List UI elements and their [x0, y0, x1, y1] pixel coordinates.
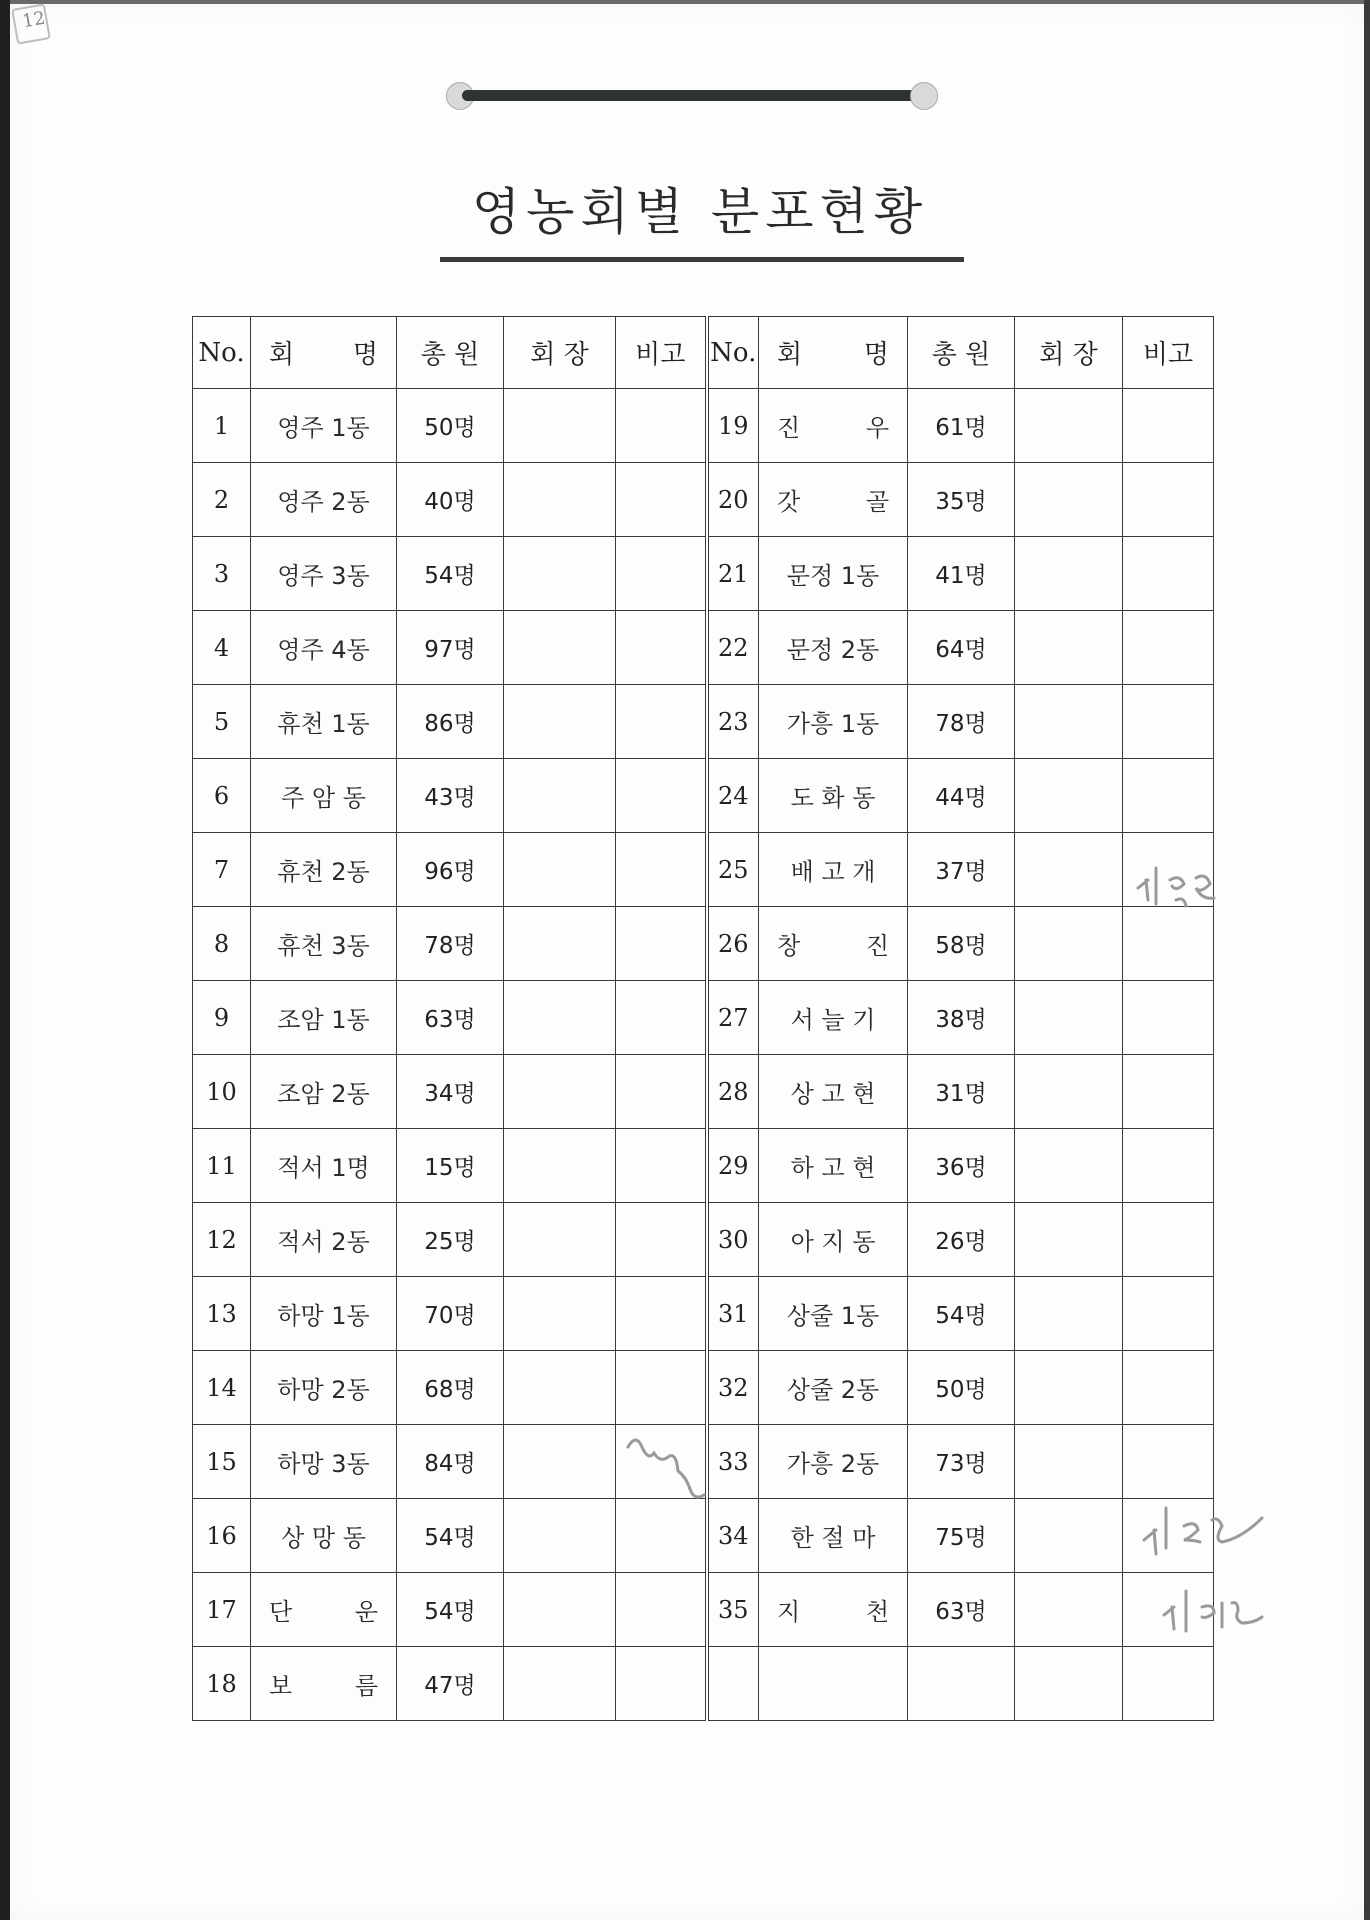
- cell-chief: [504, 907, 616, 981]
- title-underline: [440, 257, 964, 262]
- cell-no: 8: [193, 907, 251, 981]
- cell-remarks: [616, 463, 707, 537]
- name-part: 회: [269, 340, 295, 370]
- scan-edge-right: [1364, 0, 1370, 1920]
- binder-string: [462, 90, 922, 101]
- cell-total: 54명: [908, 1277, 1015, 1351]
- cell-total: 78명: [908, 685, 1015, 759]
- cell-total: 61명: [908, 389, 1015, 463]
- header-remarks: 비고: [616, 317, 707, 389]
- cell-remarks: [616, 1351, 707, 1425]
- cell-chief: [1015, 1647, 1123, 1721]
- cell-total: 84명: [397, 1425, 504, 1499]
- cell-name: [759, 389, 908, 463]
- cell-total: 68명: [397, 1351, 504, 1425]
- cell-remarks: [616, 537, 707, 611]
- cell-no: 29: [707, 1129, 759, 1203]
- cell-chief: [1015, 1425, 1123, 1499]
- name-part: 회: [777, 340, 803, 370]
- cell-total: 50명: [397, 389, 504, 463]
- document-title: 영농회별 분포현황: [471, 183, 929, 241]
- cell-total: 47명: [397, 1647, 504, 1721]
- cell-remarks: [1123, 1499, 1214, 1573]
- cell-total: 75명: [908, 1499, 1015, 1573]
- cell-remarks: [616, 1499, 707, 1573]
- cell-remarks: [616, 685, 707, 759]
- cell-name: 가흥 2동: [759, 1425, 908, 1499]
- cell-no: 22: [707, 611, 759, 685]
- cell-remarks: [616, 1573, 707, 1647]
- cell-chief: [504, 981, 616, 1055]
- cell-no: 7: [193, 833, 251, 907]
- cell-name: 조암 1동: [251, 981, 397, 1055]
- header-chief: 회 장: [1015, 317, 1123, 389]
- cell-name: 적서 2동: [251, 1203, 397, 1277]
- cell-no: 28: [707, 1055, 759, 1129]
- cell-remarks: [1123, 1351, 1214, 1425]
- cell-no: 23: [707, 685, 759, 759]
- cell-remarks: [1123, 1055, 1214, 1129]
- cell-total: 63명: [397, 981, 504, 1055]
- cell-chief: [504, 759, 616, 833]
- cell-total: 97명: [397, 611, 504, 685]
- cell-total: 58명: [908, 907, 1015, 981]
- cell-remarks: [1123, 537, 1214, 611]
- cell-total: 70명: [397, 1277, 504, 1351]
- table-row: [193, 611, 1214, 685]
- distribution-table: [192, 316, 1214, 1721]
- cell-name-text: [759, 408, 907, 443]
- cell-remarks: [616, 833, 707, 907]
- table-row: [193, 685, 1214, 759]
- cell-no: 31: [707, 1277, 759, 1351]
- cell-chief: [1015, 1277, 1123, 1351]
- cell-total: 41명: [908, 537, 1015, 611]
- cell-name: 하망 3동: [251, 1425, 397, 1499]
- header-name: [759, 317, 908, 389]
- cell-name: 휴천 2동: [251, 833, 397, 907]
- cell-no: 21: [707, 537, 759, 611]
- cell-no: 17: [193, 1573, 251, 1647]
- cell-no: 5: [193, 685, 251, 759]
- cell-no: 19: [707, 389, 759, 463]
- cell-chief: [504, 389, 616, 463]
- name-part: 명: [863, 340, 889, 370]
- table-header-row: [193, 317, 1214, 389]
- cell-total: 43명: [397, 759, 504, 833]
- table-row: [193, 1203, 1214, 1277]
- cell-no: [707, 1647, 759, 1721]
- cell-no: 13: [193, 1277, 251, 1351]
- cell-name: 문정 2동: [759, 611, 908, 685]
- cell-remarks: [616, 1055, 707, 1129]
- cell-no: 18: [193, 1647, 251, 1721]
- cell-no: 33: [707, 1425, 759, 1499]
- cell-total: 44명: [908, 759, 1015, 833]
- cell-no: 32: [707, 1351, 759, 1425]
- cell-name-text: [759, 482, 907, 517]
- cell-chief: [504, 1203, 616, 1277]
- cell-no: 14: [193, 1351, 251, 1425]
- cell-total: 31명: [908, 1055, 1015, 1129]
- cell-no: 35: [707, 1573, 759, 1647]
- cell-remarks: [1123, 1647, 1214, 1721]
- name-part: 지: [777, 1598, 801, 1626]
- table-row: [193, 1499, 1214, 1573]
- cell-remarks: [1123, 463, 1214, 537]
- name-part: 운: [354, 1598, 378, 1626]
- cell-total: 73명: [908, 1425, 1015, 1499]
- cell-total: 64명: [908, 611, 1015, 685]
- name-part: 름: [354, 1672, 378, 1700]
- name-part: 우: [865, 414, 889, 442]
- corner-page-number: 12: [20, 7, 47, 33]
- cell-remarks: [616, 981, 707, 1055]
- cell-name: 휴천 1동: [251, 685, 397, 759]
- cell-total: 35명: [908, 463, 1015, 537]
- cell-total: [908, 1647, 1015, 1721]
- cell-name: 영주 1동: [251, 389, 397, 463]
- cell-no: 25: [707, 833, 759, 907]
- cell-chief: [504, 833, 616, 907]
- cell-total: 15명: [397, 1129, 504, 1203]
- cell-name: 하망 2동: [251, 1351, 397, 1425]
- cell-chief: [1015, 907, 1123, 981]
- cell-total: 34명: [397, 1055, 504, 1129]
- cell-remarks: [1123, 1425, 1214, 1499]
- cell-chief: [1015, 389, 1123, 463]
- table-row: [193, 1277, 1214, 1351]
- cell-no: 20: [707, 463, 759, 537]
- cell-name: 적서 1명: [251, 1129, 397, 1203]
- header-chief: 회 장: [504, 317, 616, 389]
- header-name-text: [251, 334, 396, 371]
- cell-total: 86명: [397, 685, 504, 759]
- cell-remarks: [1123, 1203, 1214, 1277]
- header-total: 총 원: [397, 317, 504, 389]
- cell-remarks: [616, 389, 707, 463]
- cell-total: 38명: [908, 981, 1015, 1055]
- cell-remarks: [616, 611, 707, 685]
- name-part: 갓: [777, 488, 801, 516]
- cell-no: 12: [193, 1203, 251, 1277]
- scan-edge-left: [0, 0, 10, 1920]
- cell-no: 34: [707, 1499, 759, 1573]
- cell-chief: [504, 1425, 616, 1499]
- cell-name: 하망 1동: [251, 1277, 397, 1351]
- cell-chief: [504, 1351, 616, 1425]
- cell-name: 휴천 3동: [251, 907, 397, 981]
- cell-name-text: [251, 1592, 396, 1627]
- cell-no: 1: [193, 389, 251, 463]
- cell-total: 54명: [397, 1573, 504, 1647]
- cell-name: 아 지 동: [759, 1203, 908, 1277]
- cell-remarks: [1123, 389, 1214, 463]
- cell-chief: [1015, 611, 1123, 685]
- cell-no: 3: [193, 537, 251, 611]
- cell-remarks: [1123, 1277, 1214, 1351]
- table-row: [193, 537, 1214, 611]
- cell-name: [759, 1647, 908, 1721]
- name-part: 골: [865, 488, 889, 516]
- name-part: 명: [352, 340, 378, 370]
- cell-total: 54명: [397, 537, 504, 611]
- cell-chief: [504, 1129, 616, 1203]
- corner-page-mark: [11, 3, 51, 44]
- cell-name: 상 망 동: [251, 1499, 397, 1573]
- header-remarks: 비고: [1123, 317, 1214, 389]
- header-total: 총 원: [908, 317, 1015, 389]
- cell-remarks: [616, 759, 707, 833]
- cell-chief: [504, 1647, 616, 1721]
- cell-no: 6: [193, 759, 251, 833]
- cell-chief: [504, 1277, 616, 1351]
- cell-chief: [1015, 1129, 1123, 1203]
- cell-no: 16: [193, 1499, 251, 1573]
- cell-chief: [1015, 463, 1123, 537]
- cell-name: 조암 2동: [251, 1055, 397, 1129]
- name-part: 창: [777, 932, 801, 960]
- table-row: [193, 1425, 1214, 1499]
- header-name: [251, 317, 397, 389]
- cell-remarks: [1123, 981, 1214, 1055]
- table-row: [193, 1573, 1214, 1647]
- cell-no: 11: [193, 1129, 251, 1203]
- cell-remarks: [1123, 833, 1214, 907]
- table-row: [193, 1647, 1214, 1721]
- header-no: No.: [193, 317, 251, 389]
- cell-chief: [1015, 1351, 1123, 1425]
- name-part: 진: [865, 932, 889, 960]
- cell-no: 26: [707, 907, 759, 981]
- table-row: [193, 1351, 1214, 1425]
- cell-no: 27: [707, 981, 759, 1055]
- cell-chief: [504, 463, 616, 537]
- cell-name-text: [759, 1592, 907, 1627]
- punch-hole-right: [910, 82, 938, 110]
- cell-name: 영주 3동: [251, 537, 397, 611]
- cell-total: 26명: [908, 1203, 1015, 1277]
- cell-remarks: [1123, 1573, 1214, 1647]
- cell-remarks: [616, 1277, 707, 1351]
- cell-remarks: [1123, 611, 1214, 685]
- cell-name-text: [759, 926, 907, 961]
- cell-no: 24: [707, 759, 759, 833]
- cell-chief: [1015, 833, 1123, 907]
- name-part: 보: [269, 1672, 293, 1700]
- cell-name: 하 고 현: [759, 1129, 908, 1203]
- cell-total: 36명: [908, 1129, 1015, 1203]
- cell-name: [759, 1573, 908, 1647]
- cell-name: [251, 1647, 397, 1721]
- cell-total: 96명: [397, 833, 504, 907]
- cell-chief: [504, 1573, 616, 1647]
- cell-remarks: [616, 907, 707, 981]
- cell-remarks: [1123, 1129, 1214, 1203]
- cell-chief: [1015, 1203, 1123, 1277]
- cell-remarks: [1123, 685, 1214, 759]
- binder-cord: [452, 86, 932, 104]
- cell-chief: [504, 1499, 616, 1573]
- cell-name: 영주 2동: [251, 463, 397, 537]
- cell-no: 2: [193, 463, 251, 537]
- cell-total: 78명: [397, 907, 504, 981]
- cell-chief: [1015, 759, 1123, 833]
- cell-remarks: [1123, 759, 1214, 833]
- cell-no: 10: [193, 1055, 251, 1129]
- cell-total: 40명: [397, 463, 504, 537]
- cell-name: 주 암 동: [251, 759, 397, 833]
- header-name-text: [759, 334, 907, 371]
- cell-name: 서 늘 기: [759, 981, 908, 1055]
- table-row: [193, 981, 1214, 1055]
- cell-chief: [1015, 981, 1123, 1055]
- cell-name-text: [251, 1666, 396, 1701]
- cell-total: 50명: [908, 1351, 1015, 1425]
- cell-name: 문정 1동: [759, 537, 908, 611]
- cell-remarks: [616, 1203, 707, 1277]
- table-row: [193, 833, 1214, 907]
- table-row: [193, 759, 1214, 833]
- table-row: [193, 389, 1214, 463]
- cell-name: 한 절 마: [759, 1499, 908, 1573]
- cell-name: [759, 463, 908, 537]
- cell-total: 37명: [908, 833, 1015, 907]
- table-row: [193, 907, 1214, 981]
- cell-chief: [504, 611, 616, 685]
- cell-name: 상줄 2동: [759, 1351, 908, 1425]
- cell-chief: [1015, 685, 1123, 759]
- name-part: 진: [777, 414, 801, 442]
- cell-no: 9: [193, 981, 251, 1055]
- cell-chief: [504, 1055, 616, 1129]
- cell-total: 63명: [908, 1573, 1015, 1647]
- cell-chief: [1015, 537, 1123, 611]
- cell-total: 25명: [397, 1203, 504, 1277]
- cell-name: 가흥 1동: [759, 685, 908, 759]
- cell-total: 54명: [397, 1499, 504, 1573]
- cell-name: [251, 1573, 397, 1647]
- cell-no: 4: [193, 611, 251, 685]
- cell-name: 영주 4동: [251, 611, 397, 685]
- cell-chief: [1015, 1573, 1123, 1647]
- cell-name: 상 고 현: [759, 1055, 908, 1129]
- cell-chief: [504, 537, 616, 611]
- cell-remarks: [1123, 907, 1214, 981]
- cell-no: 15: [193, 1425, 251, 1499]
- name-part: 천: [865, 1598, 889, 1626]
- cell-chief: [504, 685, 616, 759]
- cell-name: [759, 907, 908, 981]
- cell-name: 상줄 1동: [759, 1277, 908, 1351]
- cell-name: 도 화 동: [759, 759, 908, 833]
- cell-no: 30: [707, 1203, 759, 1277]
- table-body: [193, 389, 1214, 1721]
- cell-remarks: [616, 1647, 707, 1721]
- header-no: No.: [707, 317, 759, 389]
- table-row: [193, 463, 1214, 537]
- cell-chief: [1015, 1055, 1123, 1129]
- cell-remarks: [616, 1129, 707, 1203]
- name-part: 단: [269, 1598, 293, 1626]
- table-row: [193, 1055, 1214, 1129]
- table-row: [193, 1129, 1214, 1203]
- cell-name: 배 고 개: [759, 833, 908, 907]
- cell-chief: [1015, 1499, 1123, 1573]
- cell-remarks: [616, 1425, 707, 1499]
